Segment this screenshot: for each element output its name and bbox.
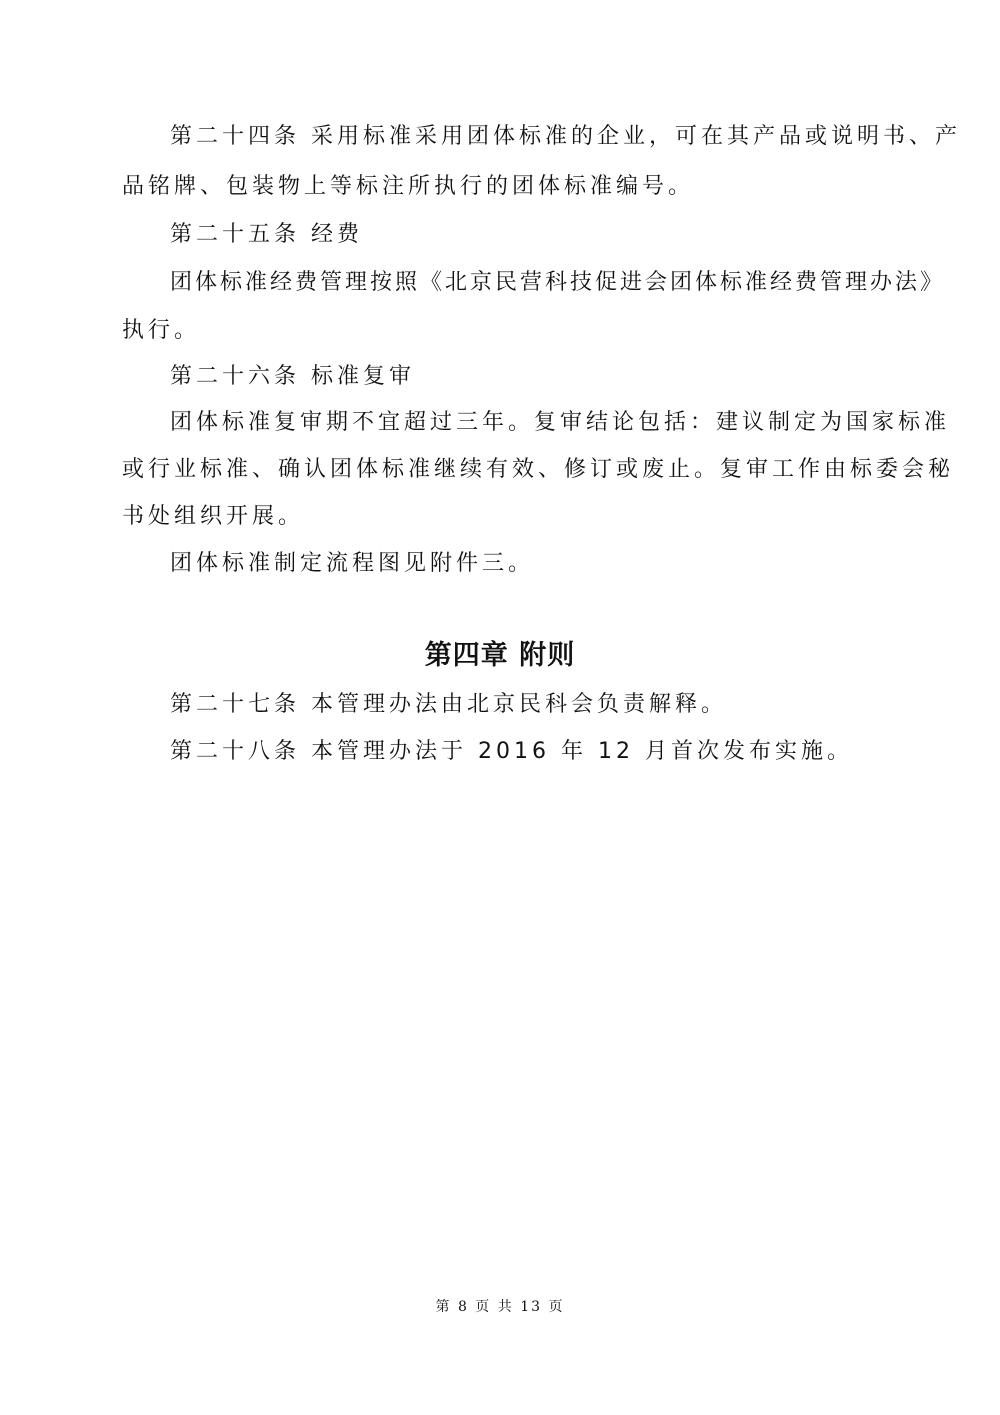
article-26-line-4: 团体标准制定流程图见附件三。: [170, 551, 535, 576]
chapter-title: 第四章 附则: [424, 640, 576, 671]
article-26-line-2: 或行业标准、确认团体标准继续有效、修订或废止。复审工作由标委会秘: [122, 457, 955, 482]
article-26-heading: 第二十六条 标准复审: [170, 364, 415, 389]
article-25-line-1: 团体标准经费管理按照《北京民营科技促进会团体标准经费管理办法》: [170, 270, 946, 295]
article-26-line-3: 书处组织开展。: [122, 504, 305, 529]
page-footer: 第 8 页 共 13 页: [435, 1299, 565, 1315]
article-26-line-1: 团体标准复审期不宜超过三年。复审结论包括：建议制定为国家标准: [170, 410, 951, 435]
article-24-line-2: 品铭牌、包装物上等标注所执行的团体标准编号。: [122, 174, 695, 199]
article-28: 第二十八条 本管理办法于 2016 年 12 月首次发布实施。: [170, 739, 853, 764]
article-25-line-2: 执行。: [122, 318, 201, 343]
article-24-line-1: 第二十四条 采用标准采用团体标准的企业，可在其产品或说明书、产: [170, 124, 961, 149]
article-27: 第二十七条 本管理办法由北京民科会负责解释。: [170, 692, 727, 717]
article-25-heading: 第二十五条 经费: [170, 222, 363, 247]
